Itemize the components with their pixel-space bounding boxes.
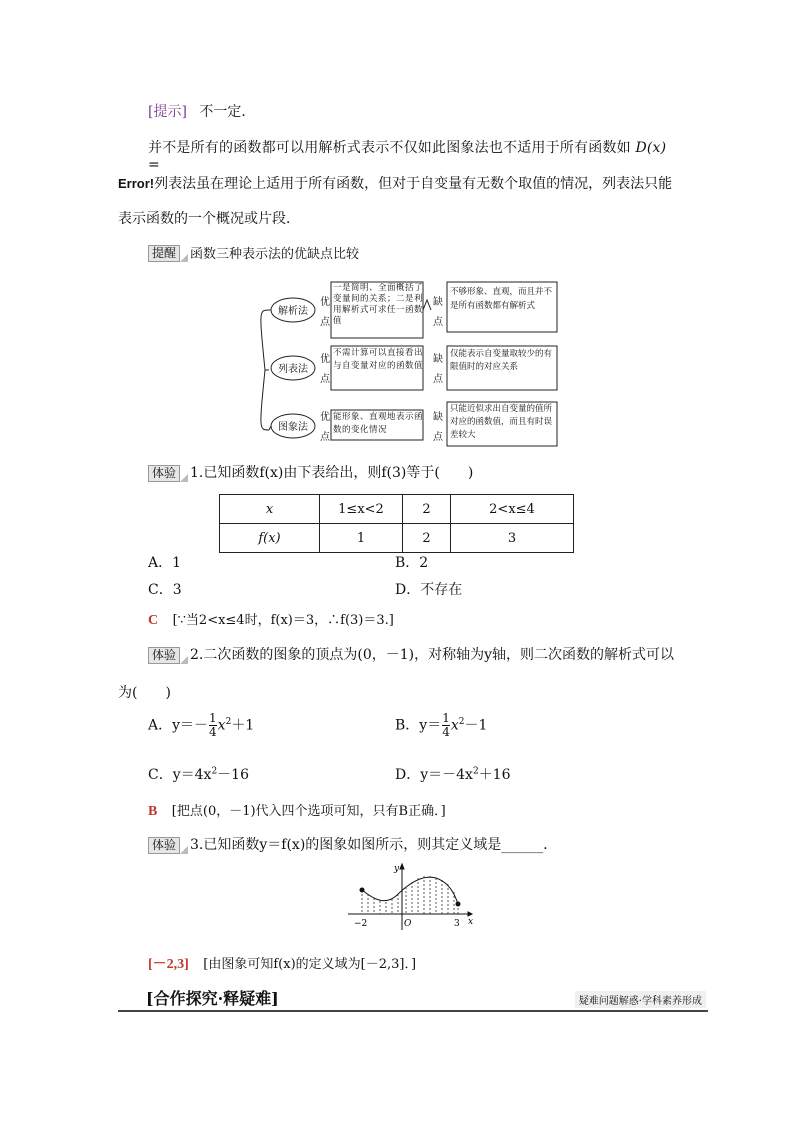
table-row — [220, 524, 574, 553]
table-cell: 2<x≤4 — [451, 495, 574, 524]
graph-y-label: y — [394, 864, 400, 874]
table-cell: f(x) — [220, 524, 320, 553]
table-row — [220, 495, 574, 524]
q3-header — [148, 834, 557, 854]
graph-origin-label: O — [404, 919, 412, 929]
section-subtitle: 疑难问题解惑·学科素养形成 — [575, 991, 706, 1008]
opt-sup: 2 — [472, 766, 479, 777]
fraction — [442, 712, 450, 739]
q2-option-c[interactable] — [148, 764, 249, 784]
section-header — [118, 986, 708, 1012]
table-cell: 2 — [403, 524, 451, 553]
para-text-1: 并不是所有的函数都可以用解析式表示不仅如此图象法也不适用于所有函数如 — [148, 140, 631, 156]
frac-den: 4 — [209, 725, 217, 739]
opt-tail: －1 — [464, 717, 488, 734]
q2-stem-2: 为( ) — [118, 685, 171, 701]
dis-label-1b: 点 — [433, 317, 443, 328]
dis-label-3a: 缺 — [433, 412, 443, 423]
hint-line — [148, 101, 255, 121]
q1-option-a[interactable]: A．1 — [148, 555, 182, 571]
tag-corner-icon — [180, 656, 188, 664]
function-graph — [344, 862, 474, 934]
para-dx: D(x) = — [148, 140, 667, 173]
q3-blank[interactable]: ______ — [501, 838, 544, 854]
reminder-tag: 提醒 — [148, 245, 180, 262]
para-line-3: 表示函数的一个概况或片段． — [118, 211, 300, 227]
graph-left-tick: −2 — [354, 919, 368, 929]
adv-label-1a: 优 — [320, 297, 330, 308]
opt-tail: －16 — [217, 767, 249, 783]
advantage-1: 一是简明、全面概括了变量间的关系；二是利用解析式可求任一函数值 — [333, 283, 423, 326]
q1-table — [219, 494, 574, 553]
disadvantage-2: 仅能表示自变量取较少的有限值时的对应关系 — [450, 349, 553, 372]
method-2: 列表法 — [278, 364, 308, 375]
adv-label-3a: 优 — [320, 412, 330, 423]
table-cell: 1 — [320, 524, 403, 553]
para-text-2: 列表法虽在理论上适用于所有函数，但对于自变量有无数个取值的情况，列表法只能 — [154, 176, 673, 192]
table-cell: 3 — [451, 524, 574, 553]
adv-label-2a: 优 — [320, 354, 330, 365]
q1-option-b[interactable]: B．2 — [395, 555, 429, 571]
comparison-diagram — [255, 270, 565, 452]
q3-end: ． — [543, 837, 558, 853]
q2-option-d[interactable] — [395, 764, 511, 784]
dis-label-2b: 点 — [433, 374, 443, 385]
tag-corner-icon — [180, 474, 188, 482]
advantage-3: 能形象、直观地表示函数的变化情况 — [333, 412, 423, 435]
disadvantage-1: 不够形象、直观，而且并不是所有函数都有解析式 — [450, 287, 553, 311]
dis-label-2a: 缺 — [433, 354, 443, 365]
frac-den: 4 — [442, 725, 450, 739]
table-cell: x — [220, 495, 320, 524]
opt-tail: ＋1 — [231, 717, 255, 734]
opt-var: x — [450, 717, 459, 734]
section-title: [合作探究·释疑难] — [146, 989, 279, 1008]
reminder-title: 函数三种表示法的优缺点比较 — [190, 247, 360, 262]
adv-label-1b: 点 — [320, 317, 330, 328]
q2-answer-line — [148, 800, 446, 820]
dis-label-1a: 缺 — [433, 297, 443, 308]
hint-label: [提示] — [148, 104, 187, 120]
opt-text: C．y＝4x — [148, 767, 212, 783]
q2-answer: B — [148, 804, 158, 819]
q3-explain: [由图象可知f(x)的定义域为[－2,3]．] — [203, 957, 417, 972]
tag-corner-icon — [180, 254, 188, 262]
frac-num: 1 — [209, 711, 217, 725]
opt-sup: 2 — [458, 716, 465, 727]
q1-option-c[interactable]: C．3 — [148, 582, 182, 598]
method-1: 解析法 — [278, 306, 308, 317]
method-3: 图象法 — [278, 422, 308, 433]
opt-var: x — [217, 717, 226, 734]
disadvantage-3: 只能近似求出自变量的值所对应的函数值，而且有时误差较大 — [450, 404, 553, 440]
fraction — [209, 712, 217, 739]
q1-tag: 体验 — [148, 465, 180, 482]
advantage-2: 不需计算可以直接看出与自变量对应的函数值 — [333, 348, 423, 371]
q2-header — [148, 644, 674, 664]
q3-tag: 体验 — [148, 837, 180, 854]
dis-label-3b: 点 — [433, 432, 443, 443]
reminder-header — [148, 243, 359, 262]
adv-label-3b: 点 — [320, 432, 330, 443]
opt-text: A．y＝－ — [148, 717, 209, 734]
opt-text: B．y＝ — [395, 717, 442, 734]
q2-option-b[interactable] — [395, 712, 487, 739]
q1-answer: C — [148, 613, 159, 628]
q2-stem: 2.二次函数的图象的顶点为(0，－1)，对称轴为y轴，则二次函数的解析式可以 — [190, 647, 675, 663]
frac-num: 1 — [442, 711, 450, 725]
q2-tag: 体验 — [148, 647, 180, 664]
graph-x-label: x — [468, 917, 474, 927]
q1-stem: 1.已知函数f(x)由下表给出，则f(3)等于( ) — [190, 465, 474, 481]
opt-tail: ＋16 — [478, 767, 511, 783]
adv-label-2b: 点 — [320, 374, 330, 385]
q3-answer-line — [148, 953, 416, 973]
tag-corner-icon — [180, 846, 188, 854]
opt-text: D．y＝－4x — [395, 767, 473, 783]
table-cell: 1≤x<2 — [320, 495, 403, 524]
hint-text: 不一定． — [199, 104, 256, 120]
para-error: Error! — [118, 176, 155, 191]
para-line-1 — [148, 137, 678, 173]
opt-sup: 2 — [211, 766, 218, 777]
q1-answer-line — [148, 609, 394, 629]
para-line-2 — [118, 173, 688, 193]
q3-stem: 3.已知函数y＝f(x)的图象如图所示，则其定义域是 — [190, 837, 502, 853]
q2-explain: [把点(0，－1)代入四个选项可知，只有B正确．] — [171, 804, 446, 819]
q1-header — [148, 462, 473, 482]
q1-explain: [∵当2<x≤4时，f(x)＝3，∴f(3)＝3.] — [172, 613, 394, 628]
opt-sup: 2 — [225, 716, 232, 727]
graph-right-tick: 3 — [454, 919, 460, 929]
q1-option-d[interactable]: D．不存在 — [395, 582, 463, 598]
q3-answer: [－2,3] — [148, 957, 189, 972]
q2-option-a[interactable] — [148, 712, 254, 739]
table-cell: 2 — [403, 495, 451, 524]
